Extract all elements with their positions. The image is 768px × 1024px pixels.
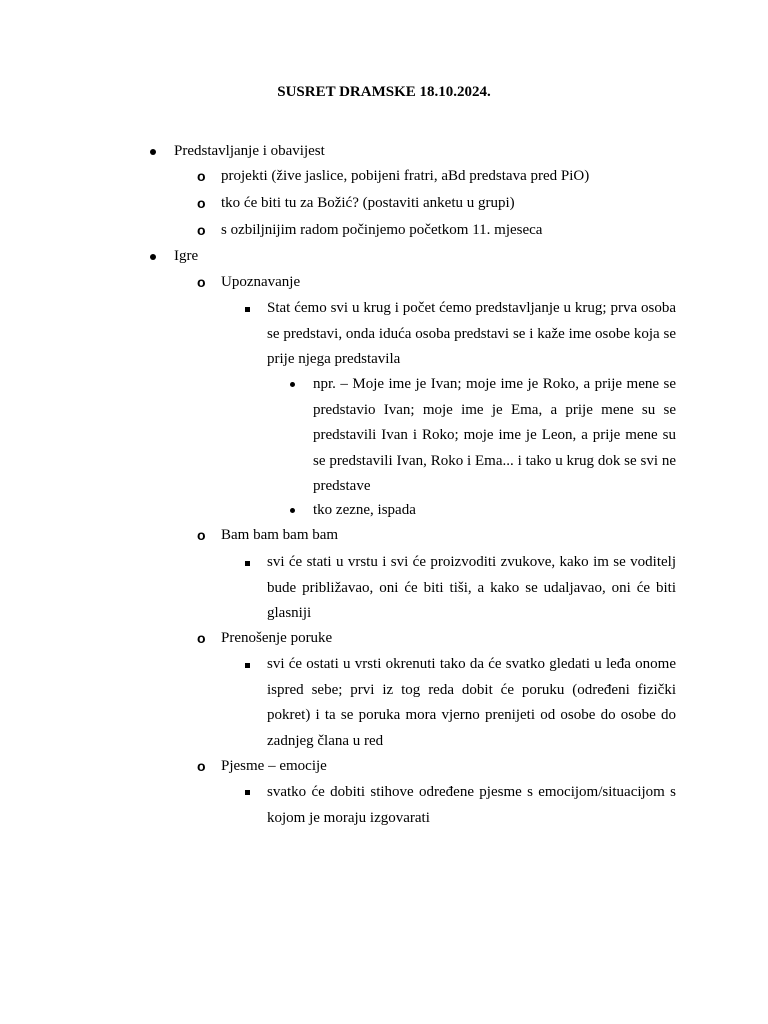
list-item: s ozbiljnijim radom počinjemo početkom 11. mjeseca: [221, 222, 543, 238]
bullet-dot: [150, 149, 156, 155]
game-description: svi će ostati u vrsti okrenuti tako da će svatko gledati u leđa onome ispred sebe; prvi iz tog reda dobit će poruku (određeni fizički pokret) i ta se poruka mora vjerno prenijeti od osobe do osobe do zadnjeg člana u red: [267, 656, 676, 749]
bullet-circle: o: [197, 168, 206, 184]
game-name: Bam bam bam bam: [221, 527, 339, 543]
bullet-square: [245, 663, 250, 668]
bullet-dot: [150, 254, 156, 260]
bullet-square: [245, 790, 250, 795]
bullet-circle: o: [197, 630, 206, 646]
game-name: Pjesme – emocije: [221, 758, 327, 774]
list-item: tko zezne, ispada: [313, 502, 416, 518]
game-name: Upoznavanje: [221, 274, 301, 290]
game-description: Stat ćemo svi u krug i počet ćemo predstavljanje u krug; prva osoba se predstavi, onda iduća osoba predstavi se i kaže ime osobe koja se prije njega predstavila: [267, 300, 676, 367]
bullet-circle: o: [197, 274, 206, 290]
game-name: Prenošenje poruke: [221, 630, 333, 646]
list-item: npr. – Moje ime je Ivan; moje ime je Roko, a prije mene se predstavio Ivan; moje ime je Ema, a prije mene su se predstavili Ivan i Roko; moje ime je Leon, a prije mene su se predstavili Ivan, Roko i Ema... i tako u krug dok se svi ne predstave: [313, 376, 676, 494]
section-heading: Igre: [174, 248, 199, 264]
bullet-square: [245, 561, 250, 566]
game-description: svi će stati u vrstu i svi će proizvoditi zvukove, kako im se voditelj bude približavao, oni će biti tiši, a kako se udaljavao, oni će biti glasniji: [267, 554, 676, 621]
bullet-dot: [290, 382, 295, 387]
bullet-circle: o: [197, 195, 206, 211]
section-heading: Predstavljanje i obavijest: [174, 143, 325, 159]
bullet-square: [245, 307, 250, 312]
document-title: SUSRET DRAMSKE 18.10.2024.: [277, 84, 491, 100]
list-item: projekti (žive jaslice, pobijeni fratri, aBd predstava pred PiO): [221, 168, 590, 184]
bullet-circle: o: [197, 758, 206, 774]
bullet-circle: o: [197, 222, 206, 238]
bullet-dot: [290, 508, 295, 513]
game-description: svatko će dobiti stihove određene pjesme s emocijom/situacijom s kojom je moraju izgovarati: [267, 784, 676, 826]
bullet-circle: o: [197, 527, 206, 543]
list-item: tko će biti tu za Božić? (postaviti anketu u grupi): [221, 195, 515, 211]
